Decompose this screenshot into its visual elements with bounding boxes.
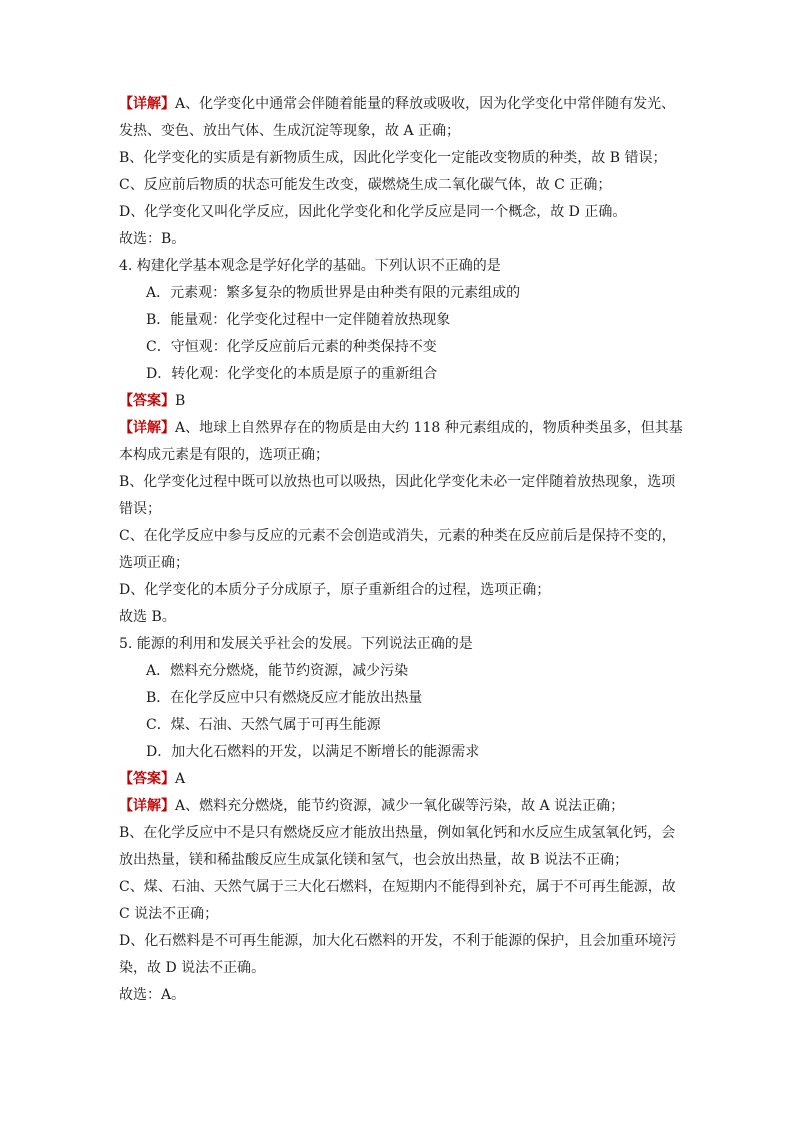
line-text: A [175, 771, 186, 787]
answer-tag: 【答案】 [119, 771, 175, 787]
line-text: D．转化观：化学变化的本质是原子的重新组合 [146, 366, 438, 382]
answer-option [119, 307, 734, 334]
line-text: B、化学变化过程中既可以放热也可以吸热，因此化学变化未必一定伴随着放热现象，选项 [119, 474, 676, 490]
line-text: 放出热量，镁和稀盐酸反应生成氯化镁和氢气，也会放出热量，故 B 说法不正确； [119, 852, 629, 868]
line-text: 选项正确； [119, 555, 189, 571]
line-text: A、燃料充分燃烧，能节约资源，减少一氧化碳等污染，故 A 说法正确； [175, 798, 625, 814]
text-line [119, 145, 734, 172]
answer-option [119, 685, 734, 712]
answer-option [119, 712, 734, 739]
document-body [119, 91, 734, 1009]
line-text: 5. 能源的利用和发展关乎社会的发展。下列说法正确的是 [119, 636, 473, 652]
text-line [119, 847, 734, 874]
line-text: 发热、变色、放出气体、生成沉淀等现象，故 A 正确； [119, 123, 461, 139]
analysis-tag: 【详解】 [119, 96, 175, 112]
text-line [119, 604, 734, 631]
text-line [119, 631, 734, 658]
text-line [119, 928, 734, 955]
line-text: 故选：B。 [119, 231, 186, 247]
answer-option [119, 658, 734, 685]
answer-option [119, 361, 734, 388]
text-line [119, 820, 734, 847]
text-line [119, 577, 734, 604]
text-line [119, 226, 734, 253]
text-line [119, 496, 734, 523]
line-text: A．元素观：繁多复杂的物质世界是由种类有限的元素组成的 [146, 285, 521, 301]
line-text: C 说法不正确； [119, 906, 219, 922]
line-text: B．能量观：化学变化过程中一定伴随着放热现象 [146, 312, 451, 328]
text-line [119, 469, 734, 496]
answer-line [119, 388, 734, 415]
text-line [119, 874, 734, 901]
text-line [119, 253, 734, 280]
analysis-line [119, 415, 734, 442]
line-text: D、化石燃料是不可再生能源，加大化石燃料的开发，不利于能源的保护，且会加重环境污 [119, 933, 677, 949]
line-text: C、反应前后物质的状态可能发生改变，碳燃烧生成二氧化碳气体，故 C 正确； [119, 177, 612, 193]
analysis-line [119, 91, 734, 118]
line-text: B．在化学反应中只有燃烧反应才能放出热量 [146, 690, 423, 706]
line-text: B、在化学反应中不是只有燃烧反应才能放出热量，例如氧化钙和水反应生成氢氧化钙，会 [119, 825, 676, 841]
answer-tag: 【答案】 [119, 393, 175, 409]
answer-option [119, 280, 734, 307]
line-text: A、化学变化中通常会伴随着能量的释放或吸收，因为化学变化中常伴随有发光、 [175, 96, 676, 112]
line-text: 本构成元素是有限的，选项正确； [119, 447, 329, 463]
line-text: A、地球上自然界存在的物质是由大约 118 种元素组成的，物质种类虽多，但其基 [175, 420, 683, 436]
text-line [119, 442, 734, 469]
text-line [119, 523, 734, 550]
answer-line [119, 766, 734, 793]
text-line [119, 982, 734, 1009]
text-line [119, 955, 734, 982]
text-line [119, 118, 734, 145]
answer-option [119, 739, 734, 766]
line-text: C．煤、石油、天然气属于可再生能源 [146, 717, 381, 733]
line-text: D、化学变化的本质分子分成原子，原子重新组合的过程，选项正确； [119, 582, 551, 598]
analysis-tag: 【详解】 [119, 798, 175, 814]
text-line [119, 901, 734, 928]
line-text: 故选 B。 [119, 609, 176, 625]
line-text: 错误； [119, 501, 161, 517]
line-text: A．燃料充分燃烧，能节约资源，减少污染 [146, 663, 409, 679]
line-text: C、在化学反应中参与反应的元素不会创造或消失，元素的种类在反应前后是保持不变的， [119, 528, 676, 544]
line-text: C．守恒观：化学反应前后元素的种类保持不变 [146, 339, 437, 355]
analysis-line [119, 793, 734, 820]
line-text: B、化学变化的实质是有新物质生成，因此化学变化一定能改变物质的种类，故 B 错误； [119, 150, 667, 166]
answer-option [119, 334, 734, 361]
line-text: C、煤、石油、天然气属于三大化石燃料，在短期内不能得到补充，属于不可再生能源，故 [119, 879, 676, 895]
text-line [119, 550, 734, 577]
line-text: 染，故 D 说法不正确。 [119, 960, 266, 976]
line-text: 4. 构建化学基本观念是学好化学的基础。下列认识不正确的是 [119, 258, 501, 274]
line-text: 故选：A。 [119, 987, 186, 1003]
text-line [119, 172, 734, 199]
line-text: B [175, 393, 186, 409]
line-text: D．加大化石燃料的开发，以满足不断增长的能源需求 [146, 744, 480, 760]
text-line [119, 199, 734, 226]
line-text: D、化学变化又叫化学反应，因此化学变化和化学反应是同一个概念，故 D 正确。 [119, 204, 627, 220]
analysis-tag: 【详解】 [119, 420, 175, 436]
